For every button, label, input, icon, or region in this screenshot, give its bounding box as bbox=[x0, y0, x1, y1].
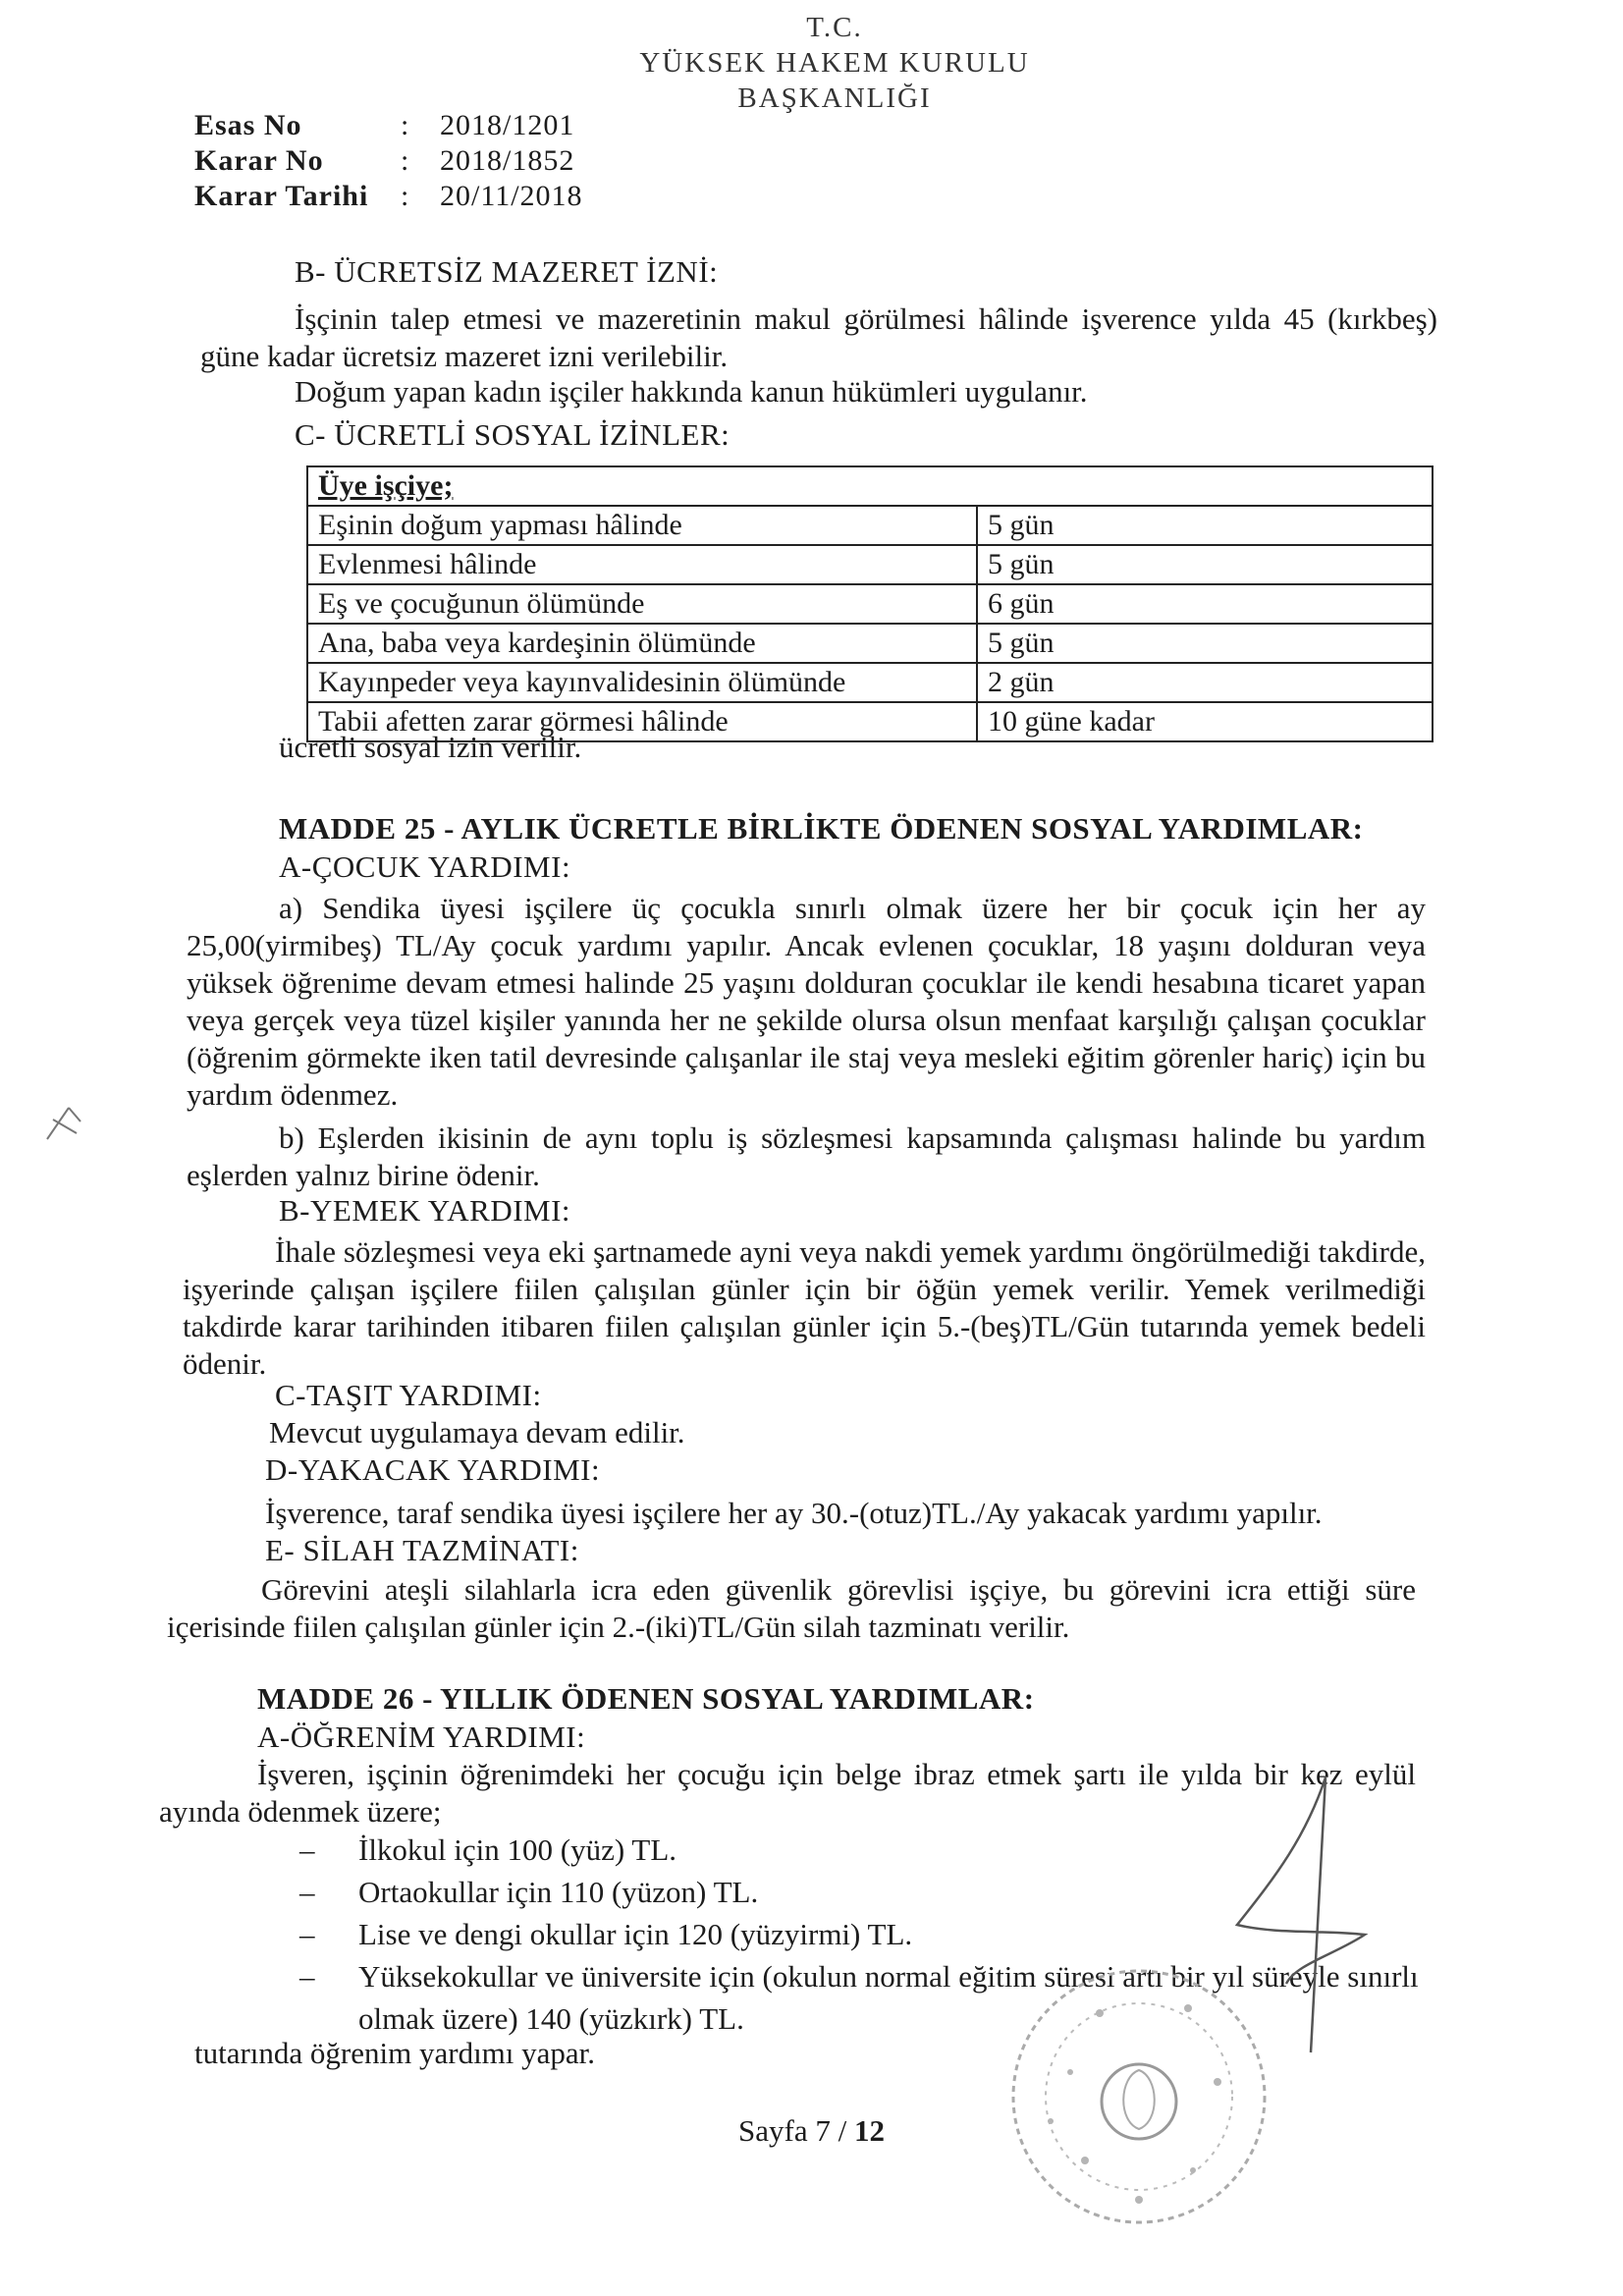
section-b-heading: B- ÜCRETSİZ MAZERET İZNİ: bbox=[295, 254, 719, 289]
madde-26-title: MADDE 26 - YILLIK ÖDENEN SOSYAL YARDIMLAR: bbox=[257, 1681, 1035, 1716]
transport-aid-heading: C-TAŞIT YARDIMI: bbox=[275, 1378, 542, 1412]
section-c-closing: ücretli sosyal izin verilir. bbox=[279, 730, 582, 764]
header-institution: YÜKSEK HAKEM KURULU bbox=[639, 47, 1030, 79]
leave-days: 2 gün bbox=[977, 663, 1433, 702]
meta-label: Karar Tarihi bbox=[194, 180, 369, 212]
case-meta bbox=[194, 108, 583, 214]
section-b-paragraph: İşçinin talep etmesi ve mazeretinin makul görülmesi hâlinde işverence yılda 45 (kırkbeş) güne kadar ücretsiz mazeret izni verilebilir. bbox=[200, 301, 1437, 373]
section-c-heading: C- ÜCRETLİ SOSYAL İZİNLER: bbox=[295, 417, 730, 452]
leave-case: Tabii afetten zarar görmesi hâlinde bbox=[307, 702, 977, 741]
leave-days: 6 gün bbox=[977, 584, 1433, 624]
meta-colon: : bbox=[401, 180, 409, 212]
list-item-text: İlkokul için 100 (yüz) TL. bbox=[358, 1832, 677, 1867]
leave-case: Eş ve çocuğunun ölümünde bbox=[307, 584, 977, 624]
meta-colon: : bbox=[401, 109, 409, 141]
education-aid-heading: A-ÖĞRENİM YARDIMI: bbox=[257, 1720, 586, 1754]
weapon-allowance-heading: E- SİLAH TAZMİNATI: bbox=[265, 1533, 579, 1567]
header-tc: T.C. bbox=[806, 12, 863, 43]
table-head-cell: Üye işçiye; bbox=[307, 466, 1433, 506]
meta-value: 2018/1201 bbox=[440, 109, 575, 141]
leave-days: 10 güne kadar bbox=[977, 702, 1433, 741]
leave-days: 5 gün bbox=[977, 624, 1433, 663]
list-item-text: Yüksekokullar ve üniversite için (okulun normal eğitim süresi artı bir yıl süreyle sınırlı olmak üzere) 140 (yüzkırk) TL. bbox=[358, 1959, 1419, 2036]
list-item-text: Lise ve dengi okullar için 120 (yüzyirmi) TL. bbox=[358, 1917, 913, 1951]
child-aid-paragraph-b: b) Eşlerden ikisinin de aynı toplu iş sözleşmesi kapsamında çalışması halinde bu yardım eşlerden yalnız birine ödenir. bbox=[187, 1121, 1426, 1192]
leave-case: Kayınpeder veya kayınvalidesinin ölümünde bbox=[307, 663, 977, 702]
paid-leave-table bbox=[306, 465, 1434, 742]
leave-case: Eşinin doğum yapması hâlinde bbox=[307, 506, 977, 545]
education-aid-paragraph: İşveren, işçinin öğrenimdeki her çocuğu için belge ibraz etmek şartı ile yılda bir kez eylül ayında ödenmek üzere; bbox=[159, 1757, 1416, 1829]
leave-days: 5 gün bbox=[977, 506, 1433, 545]
table-row bbox=[307, 663, 1433, 702]
table-row bbox=[307, 584, 1433, 624]
table-row bbox=[307, 545, 1433, 584]
child-aid-heading: A-ÇOCUK YARDIMI: bbox=[279, 849, 571, 884]
page-number-prefix: Sayfa 7 / bbox=[738, 2113, 847, 2148]
list-dash: – bbox=[299, 1832, 315, 1867]
official-seal-icon bbox=[992, 1954, 1286, 2239]
list-dash: – bbox=[299, 1917, 315, 1951]
list-dash: – bbox=[299, 1875, 315, 1909]
meta-value: 2018/1852 bbox=[440, 144, 575, 177]
header-presidency: BAŞKANLIĞI bbox=[737, 82, 932, 114]
meta-colon: : bbox=[401, 144, 409, 177]
weapon-allowance-paragraph: Görevini ateşli silahlarla icra eden güvenlik görevlisi işçiye, bu görevini icra ettiği süre içerisinde fiilen çalışılan günler için 2.-(iki)TL/Gün silah tazminatı verilir. bbox=[167, 1572, 1416, 1644]
table-row bbox=[307, 624, 1433, 663]
leave-days: 5 gün bbox=[977, 545, 1433, 584]
child-aid-paragraph-a: a) Sendika üyesi işçilere üç çocukla sınırlı olmak üzere her bir çocuk için her ay 25,00(yirmibeş) TL/Ay çocuk yardımı yapılır. Ancak evlenen çocuklar, 18 yaşını dolduran veya yüksek öğrenime devam etmesi halinde 25 yaşını dolduran çocuklar ile kendi hesabına ticaret yapan veya gerçek veya tüzel kişiler yanında her ne şekilde olursa olsun menfaat karşılığı çalışan çocuklar (öğrenim görmekte iken tatil devresinde çalışanlar ile staj veya mesleki eğitim görenler hariç) için bu yardım ödenmez. bbox=[187, 891, 1426, 1112]
list-dash: – bbox=[299, 1959, 315, 1994]
page-number bbox=[0, 2113, 1623, 2149]
madde-25-title: MADDE 25 - AYLIK ÜCRETLE BİRLİKTE ÖDENEN SOSYAL YARDIMLAR: bbox=[279, 811, 1364, 846]
leave-case: Ana, baba veya kardeşinin ölümünde bbox=[307, 624, 977, 663]
institution-header bbox=[589, 10, 1080, 116]
transport-aid-paragraph: Mevcut uygulamaya devam edilir. bbox=[269, 1415, 685, 1449]
initials-mark-icon bbox=[39, 1100, 88, 1149]
meta-label: Esas No bbox=[194, 109, 302, 141]
table-head-row bbox=[307, 466, 1433, 506]
meal-aid-paragraph: İhale sözleşmesi veya eki şartnamede ayni veya nakdi yemek yardımı öngörülmediği takdirde, işyerinde çalışan işçilere fiilen çalışılan günler için bir öğün yemek verilir. Yemek verilmediği takdirde karar tarihinden itibaren fiilen çalışılan günler için 5.-(beş)TL/Gün tutarında yemek bedeli ödenir. bbox=[183, 1234, 1426, 1381]
table-row bbox=[307, 506, 1433, 545]
leave-case: Evlenmesi hâlinde bbox=[307, 545, 977, 584]
meta-row-tarih bbox=[194, 179, 583, 214]
fuel-aid-heading: D-YAKACAK YARDIMI: bbox=[265, 1452, 601, 1487]
meal-aid-heading: B-YEMEK YARDIMI: bbox=[279, 1193, 571, 1228]
fuel-aid-paragraph: İşverence, taraf sendika üyesi işçilere her ay 30.-(otuz)TL./Ay yakacak yardımı yapılır. bbox=[265, 1496, 1323, 1530]
meta-row-karar bbox=[194, 143, 583, 179]
meta-value: 20/11/2018 bbox=[440, 180, 583, 212]
meta-row-esas bbox=[194, 108, 583, 143]
list-item-text: Ortaokullar için 110 (yüzon) TL. bbox=[358, 1875, 759, 1909]
meta-label: Karar No bbox=[194, 144, 324, 177]
page-number-total: 12 bbox=[853, 2113, 885, 2148]
section-b-birth-note: Doğum yapan kadın işçiler hakkında kanun hükümleri uygulanır. bbox=[295, 374, 1088, 409]
education-aid-closing: tutarında öğrenim yardımı yapar. bbox=[194, 2036, 596, 2070]
